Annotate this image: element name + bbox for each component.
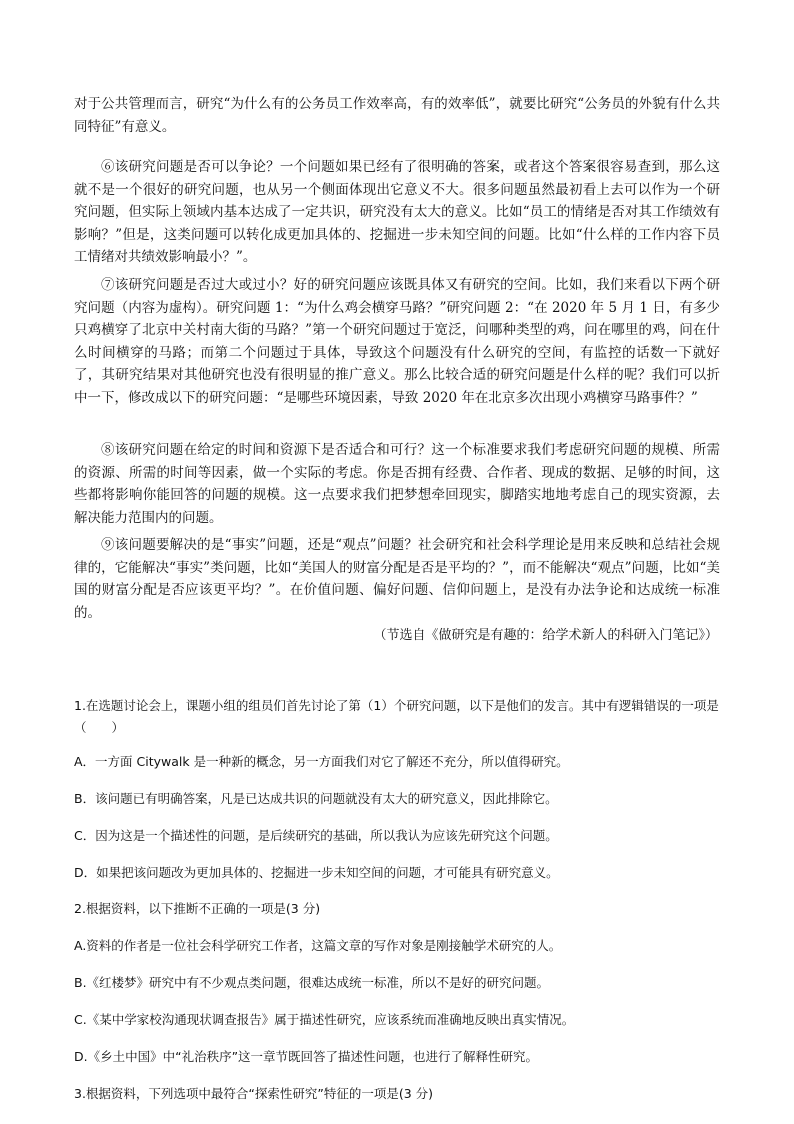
source-citation: （节选自《做研究是有趣的：给学术新人的科研入门笔记》） xyxy=(373,628,718,643)
question-1-option-d: D．如果把该问题改为更加具体的、挖掘进一步未知空间的问题，才可能具有研究意义。 xyxy=(74,865,559,880)
passage-paragraph-7: ⑦该研究问题是否过大或过小？好的研究问题应该既具体又有研究的空间。比如，我们来看以下两个研究问题（内容为虚构）。研究问题 1：“为什么鸡会横穿马路？”研究问题 2：“在 2020 年 5 月 1 日，有多少只鸡横穿了北京中关村南大街的马路？”第一个研究问题过于宽泛，问哪种类型的鸡，问在哪里的鸡，问在什么时间横穿的马路；而第二个问题过于具体，导致这个问题没有什么研究的空间，有监控的话数一下就好了，其研究结果对其他研究也没有很明显的推广意义。那么比较合适的研究问题是什么样的呢？我们可以折中一下，修改成以下的研究问题：“是哪些环境因素，导致 2020 年在北京多次出现小鸡横穿马路事件？” xyxy=(74,277,720,406)
question-1-option-a: A．一方面 Citywalk 是一种新的概念，另一方面我们对它了解还不充分，所以值得研究。 xyxy=(74,754,569,769)
question-2-stem: 2.根据资料，以下推断不正确的一项是(3 分) xyxy=(74,901,321,916)
passage-paragraph-9: ⑨该问题要解决的是“事实”问题，还是“观点”问题？社会研究和社会科学理论是用来反映和总结社会规律的，它能解决“事实”类问题，比如“美国人的财富分配是否是平均的？”，而不能解决“观点”问题，比如“美国的财富分配是否应该更平均？”。在价值问题、偏好问题、信仰问题上，是没有办法争论和达成统一标准的。 xyxy=(74,537,720,621)
question-2-option-b: B.《红楼梦》研究中有不少观点类问题，很难达成统一标准，所以不是好的研究问题。 xyxy=(74,975,550,990)
question-2-option-a: A.资料的作者是一位社会科学研究工作者，这篇文章的写作对象是刚接触学术研究的人。 xyxy=(74,938,562,953)
question-3-stem: 3.根据资料，下列选项中最符合“探索性研究”特征的一项是(3 分) xyxy=(74,1086,434,1101)
passage-paragraph-6: ⑥该研究问题是否可以争论？一个问题如果已经有了很明确的答案，或者这个答案很容易查到，那么这就不是一个很好的研究问题，也从另一个侧面体现出它意义不大。很多问题虽然最初看上去可以作为一个研究问题，但实际上领域内基本达成了一定共识，研究没有太大的意义。比如“员工的情绪是否对其工作绩效有影响？”但是，这类问题可以转化成更加具体的、挖掘进一步未知空间的问题。比如“什么样的工作内容下员工情绪对共绩效影响最小？”。 xyxy=(74,159,720,265)
passage-intro-paragraph: 对于公共管理而言，研究“为什么有的公务员工作效率高，有的效率低”，就要比研究“公务员的外貌有什么共同特征”有意义。 xyxy=(74,96,720,135)
question-1-option-b: B．该问题已有明确答案，凡是已达成共识的问题就没有太大的研究意义，因此排除它。 xyxy=(74,791,558,806)
question-2-option-c: C.《某中学家校沟通现状调查报告》属于描述性研究，应该系统而准确地反映出真实情况。 xyxy=(74,1012,575,1027)
question-1-stem: 1.在选题讨论会上，课题小组的组员们首先讨论了第（1）个研究问题，以下是他们的发言。其中有逻辑错误的一项是（ ） xyxy=(74,698,719,735)
question-1-option-c: C．因为这是一个描述性的问题，是后续研究的基础，所以我认为应该先研究这个问题。 xyxy=(74,828,558,843)
passage-paragraph-8: ⑧该研究问题在给定的时间和资源下是否适合和可行？这一个标准要求我们考虑研究问题的规模、所需的资源、所需的时间等因素，做一个实际的考虑。你是否拥有经费、合作者、现成的数据、足够的时间，这些都将影响你能回答的问题的规模。这一点要求我们把梦想牵回现实，脚踏实地地考虑自己的现实资源，去解决能力范围内的问题。 xyxy=(74,442,720,526)
question-2-option-d: D.《乡土中国》中“礼治秩序”这一章节既回答了描述性问题，也进行了解释性研究。 xyxy=(74,1049,539,1064)
